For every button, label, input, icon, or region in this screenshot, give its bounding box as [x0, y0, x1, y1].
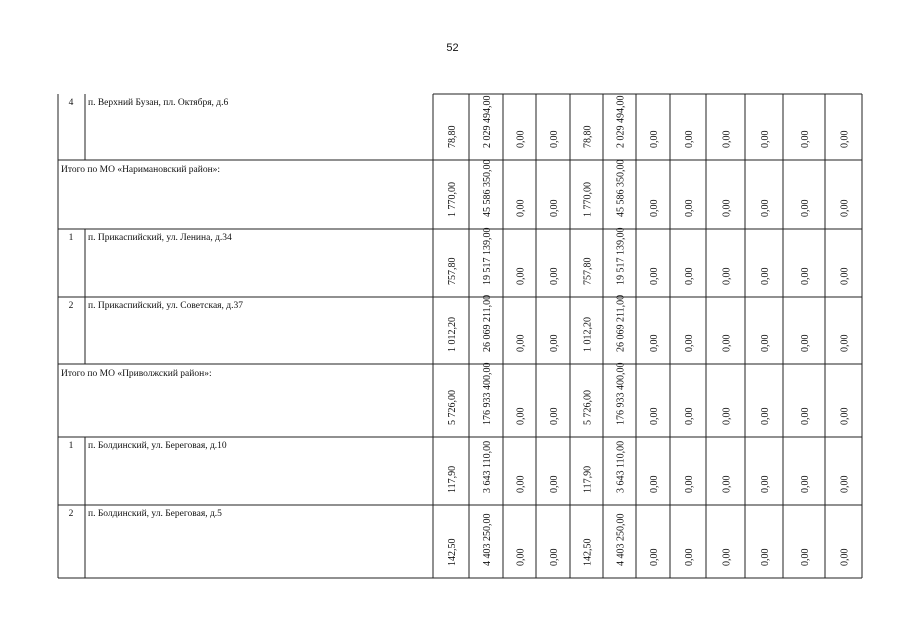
cell-value: 0,00 [839, 548, 851, 566]
cell-value: 0,00 [800, 548, 811, 566]
cell-value: 1 012,20 [582, 317, 594, 352]
cell-value: 0,00 [684, 548, 695, 566]
cell-value: 0,00 [649, 267, 660, 285]
cell-value: 0,00 [839, 334, 851, 352]
row-number: 1 [68, 441, 74, 451]
cell-value: 2 029 494,00 [482, 95, 493, 148]
cell-value: 176 933 400,00 [615, 362, 627, 425]
cell-value: 0,00 [515, 334, 527, 352]
cell-value: 1 770,00 [447, 182, 458, 217]
cell-value: 0,00 [721, 407, 733, 425]
cell-value: 0,00 [800, 199, 811, 217]
cell-value: 26 069 211,00 [615, 294, 627, 352]
cell-value: 0,00 [760, 475, 771, 493]
cell-value: 0,00 [760, 548, 771, 566]
cell-value: 4 403 250,00 [615, 513, 627, 566]
row-address: п. Прикаспийский, ул. Советская, д.37 [88, 301, 243, 311]
cell-value: 0,00 [721, 130, 733, 148]
cell-value: 3 643 110,00 [482, 440, 493, 493]
cell-value: 0,00 [721, 475, 733, 493]
cell-value: 0,00 [800, 475, 811, 493]
cell-value: 176 933 400,00 [482, 362, 493, 425]
total-label: Итого по МО «Приволжский район»: [61, 369, 212, 379]
row-address: п. Болдинский, ул. Береговая, д.10 [88, 441, 227, 451]
cell-value: 0,00 [760, 267, 771, 285]
cell-value: 0,00 [515, 548, 527, 566]
cell-value: 0,00 [515, 475, 527, 493]
cell-value: 0,00 [649, 130, 660, 148]
cell-value: 0,00 [649, 334, 660, 352]
cell-value: 0,00 [649, 199, 660, 217]
cell-value: 142,50 [447, 538, 458, 566]
cell-value: 0,00 [549, 548, 560, 566]
cell-value: 1 770,00 [582, 182, 594, 217]
cell-value: 0,00 [721, 334, 733, 352]
cell-value: 0,00 [549, 334, 560, 352]
cell-value: 0,00 [684, 407, 695, 425]
cell-value: 0,00 [684, 199, 695, 217]
cell-value: 0,00 [760, 199, 771, 217]
cell-value: 0,00 [549, 130, 560, 148]
cell-value: 0,00 [839, 475, 851, 493]
cell-value: 0,00 [800, 407, 811, 425]
cell-value: 78,80 [582, 125, 594, 148]
cell-value: 0,00 [649, 407, 660, 425]
cell-value: 0,00 [721, 548, 733, 566]
cell-value: 0,00 [649, 548, 660, 566]
cell-value: 0,00 [684, 267, 695, 285]
cell-value: 0,00 [549, 475, 560, 493]
cell-value: 0,00 [649, 475, 660, 493]
cell-value: 0,00 [800, 130, 811, 148]
cell-value: 78,80 [447, 125, 458, 148]
page-number: 52 [446, 42, 459, 54]
total-label: Итого по МО «Наримановский район»: [61, 165, 221, 175]
cell-value: 0,00 [515, 407, 527, 425]
cell-value: 19 517 139,00 [615, 227, 627, 285]
cell-value: 0,00 [684, 334, 695, 352]
row-number: 1 [68, 233, 74, 243]
cell-value: 0,00 [839, 267, 851, 285]
cell-value: 757,80 [447, 257, 458, 285]
cell-value: 26 069 211,00 [482, 294, 493, 352]
cell-value: 0,00 [721, 267, 733, 285]
cell-value: 1 012,20 [447, 317, 458, 352]
cell-value: 0,00 [800, 267, 811, 285]
row-address: п. Болдинский, ул. Береговая, д.5 [88, 509, 222, 519]
cell-value: 19 517 139,00 [482, 227, 493, 285]
row-number: 4 [68, 98, 74, 108]
cell-value: 0,00 [760, 334, 771, 352]
cell-value: 5 726,00 [582, 390, 594, 425]
row-number: 2 [68, 509, 74, 519]
cell-value: 0,00 [684, 130, 695, 148]
cell-value: 0,00 [839, 130, 851, 148]
cell-value: 0,00 [760, 130, 771, 148]
cell-value: 45 586 350,00 [482, 159, 493, 217]
cell-value: 0,00 [800, 334, 811, 352]
cell-value: 0,00 [515, 267, 527, 285]
cell-value: 0,00 [549, 407, 560, 425]
cell-value: 2 029 494,00 [615, 95, 627, 148]
row-number: 2 [68, 301, 74, 311]
cell-value: 0,00 [684, 475, 695, 493]
cell-value: 0,00 [515, 199, 527, 217]
cell-value: 45 586 350,00 [615, 159, 627, 217]
cell-value: 757,80 [582, 257, 594, 285]
row-address: п. Прикаспийский, ул. Ленина, д.34 [88, 233, 232, 243]
cell-value: 5 726,00 [447, 390, 458, 425]
cell-value: 0,00 [839, 199, 851, 217]
cell-value: 117,90 [447, 465, 458, 493]
cell-value: 0,00 [760, 407, 771, 425]
cell-value: 3 643 110,00 [615, 440, 627, 493]
cell-value: 0,00 [549, 267, 560, 285]
cell-value: 0,00 [721, 199, 733, 217]
cell-value: 117,90 [582, 465, 594, 493]
cell-value: 0,00 [549, 199, 560, 217]
cell-value: 0,00 [839, 407, 851, 425]
row-address: п. Верхний Бузан, пл. Октября, д.6 [88, 98, 229, 108]
cell-value: 4 403 250,00 [482, 513, 493, 566]
cell-value: 142,50 [582, 538, 594, 566]
cell-value: 0,00 [515, 130, 527, 148]
